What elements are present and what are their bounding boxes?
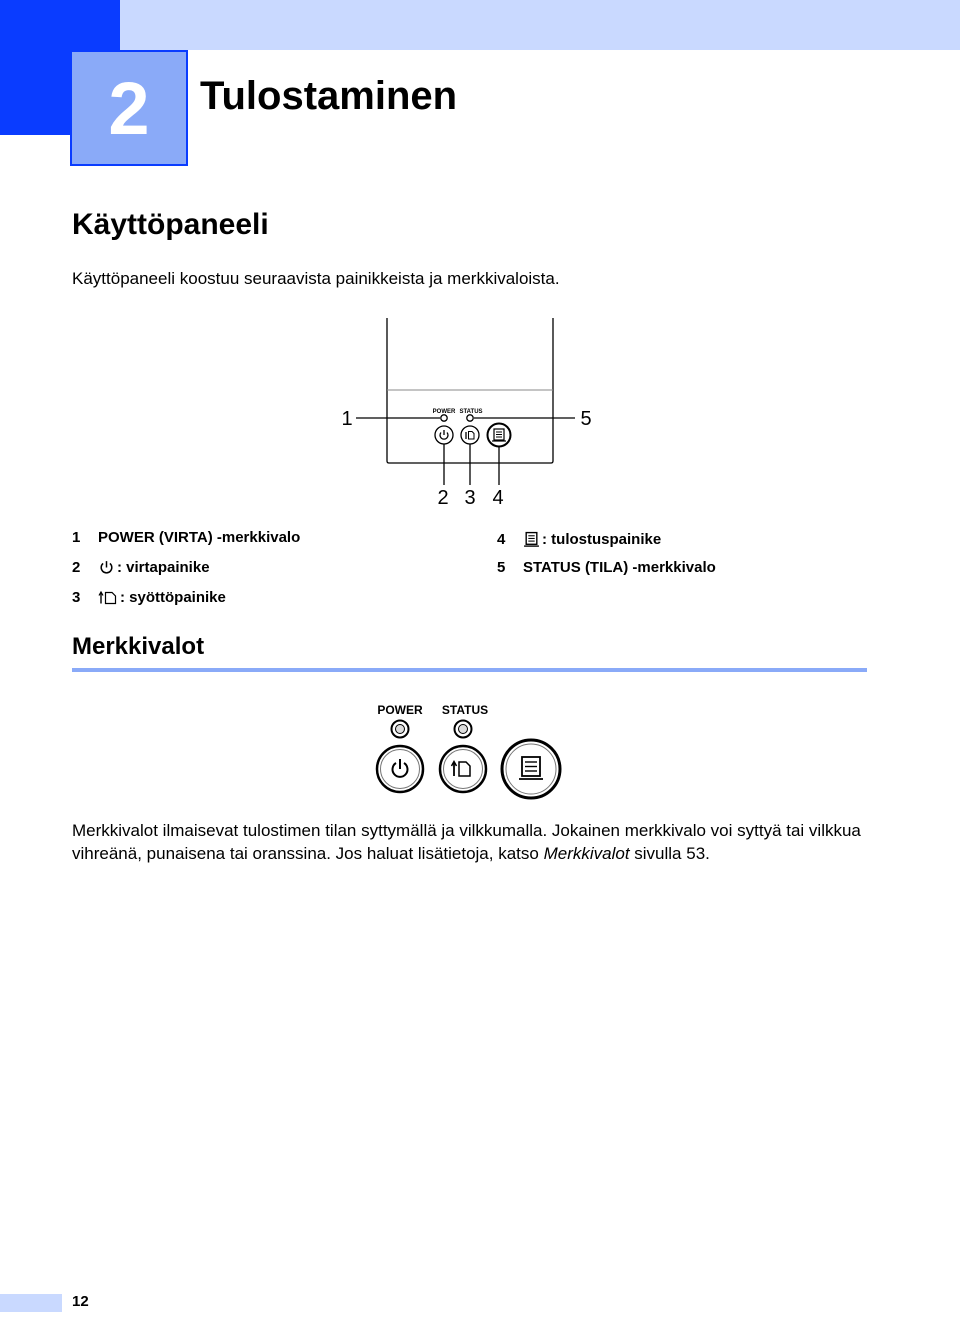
led-buttons-figure: [365, 698, 575, 803]
power-icon: [98, 559, 115, 576]
control-panel-figure: [330, 315, 610, 510]
print-icon: [523, 531, 540, 548]
legend-number: 3: [72, 589, 81, 606]
page-number: 12: [72, 1293, 89, 1310]
status-led-label: STATUS: [459, 409, 483, 415]
subsection-rule: [72, 668, 867, 672]
chapter-number: 2: [108, 66, 150, 150]
legend-number: 1: [72, 529, 81, 546]
status-label: STATUS: [441, 703, 489, 717]
power-label: POWER: [377, 703, 423, 717]
section-intro: Käyttöpaneeli koostuu seuraavista painikkeista ja merkkivaloista.: [72, 269, 560, 288]
section-title: Käyttöpaneeli: [72, 208, 269, 241]
callout-2: 2: [437, 487, 449, 509]
chapter-number-box: [70, 50, 188, 166]
chapter-title: Tulostaminen: [200, 74, 458, 118]
legend-number: 5: [497, 559, 506, 576]
callout-3: 3: [464, 487, 476, 509]
legend-number: 4: [497, 531, 506, 548]
leds-paragraph: [72, 819, 902, 865]
legend-text: STATUS (TILA) -merkkivalo: [523, 559, 716, 576]
legend-item-5: [497, 559, 716, 576]
power-led-label: POWER: [432, 409, 456, 415]
legend-item-1: [72, 529, 300, 546]
feed-icon: [98, 589, 118, 606]
legend-item-2: [72, 559, 210, 576]
legend-text: : syöttöpainike: [120, 589, 226, 606]
subsection-title: Merkkivalot: [72, 633, 205, 660]
paragraph-text-end: sivulla 53.: [629, 844, 710, 863]
footer-accent: [0, 1294, 62, 1312]
header-accent-light: [120, 0, 960, 50]
legend-item-4: [497, 531, 661, 548]
cross-reference-link[interactable]: Merkkivalot: [543, 844, 630, 863]
legend-item-3: [72, 589, 226, 606]
callout-1: 1: [341, 408, 353, 430]
callout-5: 5: [580, 408, 592, 430]
legend-number: 2: [72, 559, 81, 576]
callout-4: 4: [492, 487, 504, 509]
legend-text: : tulostuspainike: [542, 531, 662, 548]
legend-text: : virtapainike: [117, 559, 210, 576]
legend-text: POWER (VIRTA) -merkkivalo: [98, 529, 301, 546]
paragraph-text: Merkkivalot ilmaisevat tulostimen tilan syttymällä ja vilkkumalla. Jokainen merkkivalo voi syttyä tai vilkkua vihreänä, punaisena tai oranssina. Jos haluat lisätietoja, katso: [72, 821, 861, 863]
